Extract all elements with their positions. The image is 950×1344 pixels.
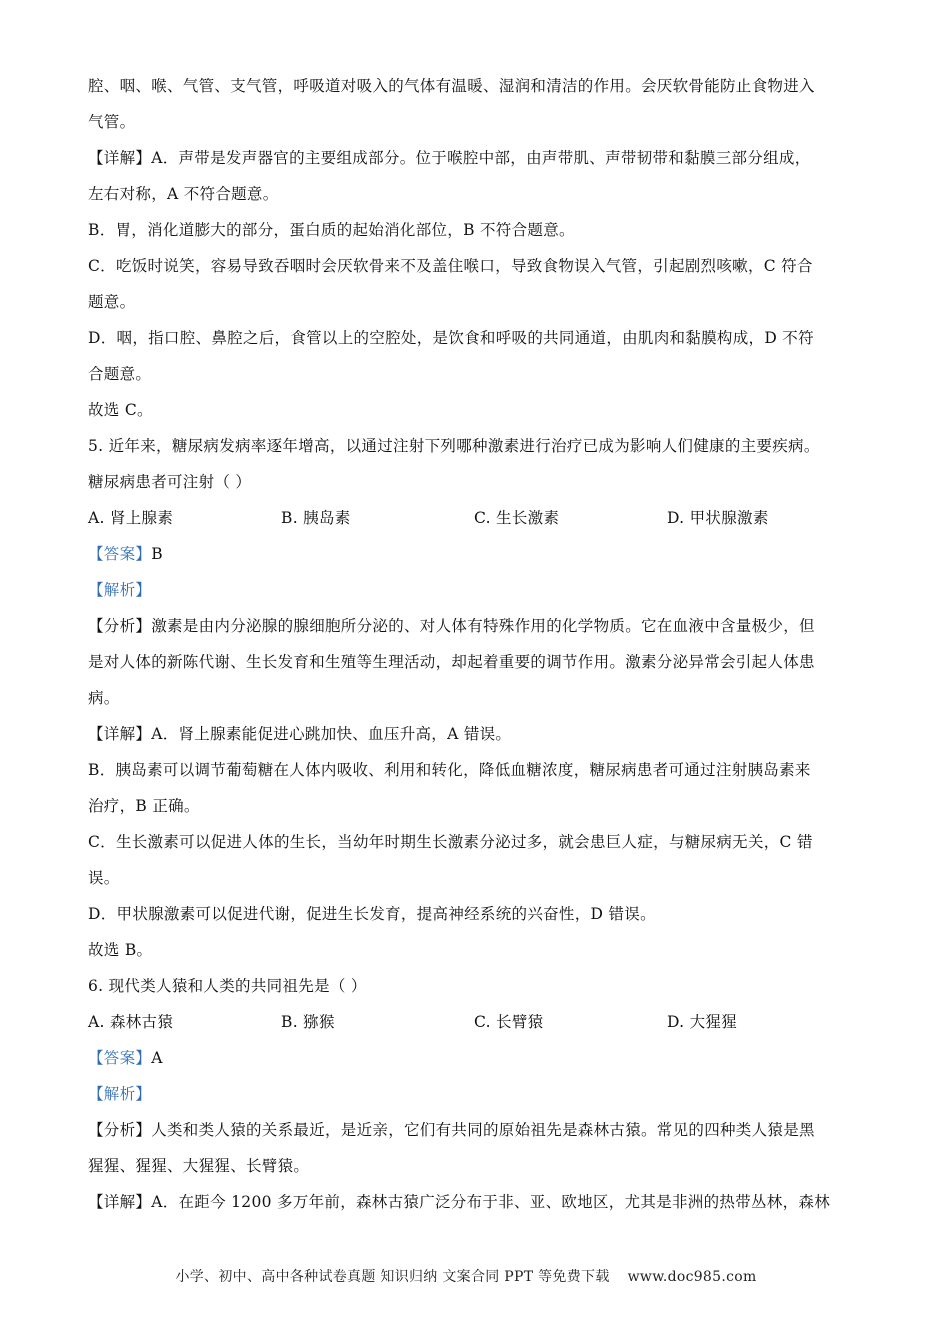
q6-options xyxy=(88,1004,860,1040)
q6-paragraph-line: 【分析】人类和类人猿的关系最近，是近亲，它们有共同的原始祖先是森林古猿。常见的四种类人猿是黑 xyxy=(88,1121,815,1139)
answer-tag: 【答案】 xyxy=(88,545,152,563)
paragraph-line: 题意。 xyxy=(88,293,136,311)
q6-answer xyxy=(88,1040,860,1076)
q6-option-c: C. 长臂猿 xyxy=(474,1013,544,1031)
q5-analysis-tag: 【解析】 xyxy=(88,581,152,599)
document-content xyxy=(88,68,860,1220)
q5-option-c: C. 生长激素 xyxy=(474,509,560,527)
q6-paragraph-line: 猩猩、猩猩、大猩猩、长臂猿。 xyxy=(88,1157,310,1175)
q5-paragraph-line: 是对人体的新陈代谢、生长发育和生殖等生理活动，却起着重要的调节作用。激素分泌异常会引起人体患 xyxy=(88,653,815,671)
q5-options xyxy=(88,500,860,536)
q5-paragraph-line: 故选 B。 xyxy=(88,941,153,959)
q5-paragraph-line: 【详解】A．肾上腺素能促进心跳加快、血压升高，A 错误。 xyxy=(88,725,512,743)
paragraph-line: 腔、咽、喉、气管、支气管，呼吸道对吸入的气体有温暖、湿润和清洁的作用。会厌软骨能防止食物进入 xyxy=(88,77,815,95)
paragraph-line: B．胃，消化道膨大的部分，蛋白质的起始消化部位，B 不符合题意。 xyxy=(88,221,575,239)
q5-option-b: B. 胰岛素 xyxy=(281,509,351,527)
paragraph-line: 合题意。 xyxy=(88,365,152,383)
q5-paragraph-line: B．胰岛素可以调节葡萄糖在人体内吸收、利用和转化，降低血糖浓度，糖尿病患者可通过注射胰岛素来 xyxy=(88,761,811,779)
paragraph-line: 【详解】A．声带是发声器官的主要组成部分。位于喉腔中部，由声带肌、声带韧带和黏膜三部分组成， xyxy=(88,149,811,167)
q5-option-d: D. 甲状腺激素 xyxy=(667,509,769,527)
answer-tag: 【答案】 xyxy=(88,1049,152,1067)
answer-value: B xyxy=(151,545,163,563)
paragraph-line: D．咽，指口腔、鼻腔之后，食管以上的空腔处，是饮食和呼吸的共同通道，由肌肉和黏膜构成，D 不符 xyxy=(88,329,814,347)
paragraph-line: 5. 近年来，糖尿病发病率逐年增高，以通过注射下列哪种激素进行治疗已成为影响人们健康的主要疾病。 xyxy=(88,437,820,455)
paragraph-line: 故选 C。 xyxy=(88,401,153,419)
q5-paragraph-line: 治疗，B 正确。 xyxy=(88,797,200,815)
paragraph-line: 糖尿病患者可注射（ ） xyxy=(88,473,252,491)
footer-text: 小学、初中、高中各种试卷真题 知识归纳 文案合同 PPT 等免费下载 xyxy=(175,1269,610,1285)
q6-analysis-tag: 【解析】 xyxy=(88,1085,152,1103)
q5-answer xyxy=(88,536,860,572)
paragraph-line: C．吃饭时说笑，容易导致吞咽时会厌软骨来不及盖住喉口，导致食物误入气管，引起剧烈咳嗽，C 符合 xyxy=(88,257,813,275)
answer-value: A xyxy=(151,1049,163,1067)
q5-paragraph-line: 6. 现代类人猿和人类的共同祖先是（ ） xyxy=(88,977,367,995)
page-footer xyxy=(0,1266,950,1286)
paragraph-line: 气管。 xyxy=(88,113,136,131)
footer-site-link[interactable]: www.doc985.com xyxy=(627,1269,757,1285)
q5-paragraph-line: 误。 xyxy=(88,869,120,887)
q5-option-a: A. 肾上腺素 xyxy=(88,509,174,527)
q6-option-a: A. 森林古猿 xyxy=(88,1013,174,1031)
q5-paragraph-line: 【分析】激素是由内分泌腺的腺细胞所分泌的、对人体有特殊作用的化学物质。它在血液中含量极少，但 xyxy=(88,617,815,635)
q5-paragraph-line: D．甲状腺激素可以促进代谢，促进生长发育，提高神经系统的兴奋性，D 错误。 xyxy=(88,905,656,923)
q6-paragraph-line: 【详解】A．在距今 1200 多万年前，森林古猿广泛分布于非、亚、欧地区，尤其是非洲的热带丛林，森林 xyxy=(88,1193,830,1211)
q6-option-d: D. 大猩猩 xyxy=(667,1013,738,1031)
q5-paragraph-line: C．生长激素可以促进人体的生长，当幼年时期生长激素分泌过多，就会患巨人症，与糖尿病无关，C 错 xyxy=(88,833,813,851)
q6-option-b: B. 猕猴 xyxy=(281,1013,335,1031)
paragraph-line: 左右对称，A 不符合题意。 xyxy=(88,185,279,203)
q5-paragraph-line: 病。 xyxy=(88,689,120,707)
